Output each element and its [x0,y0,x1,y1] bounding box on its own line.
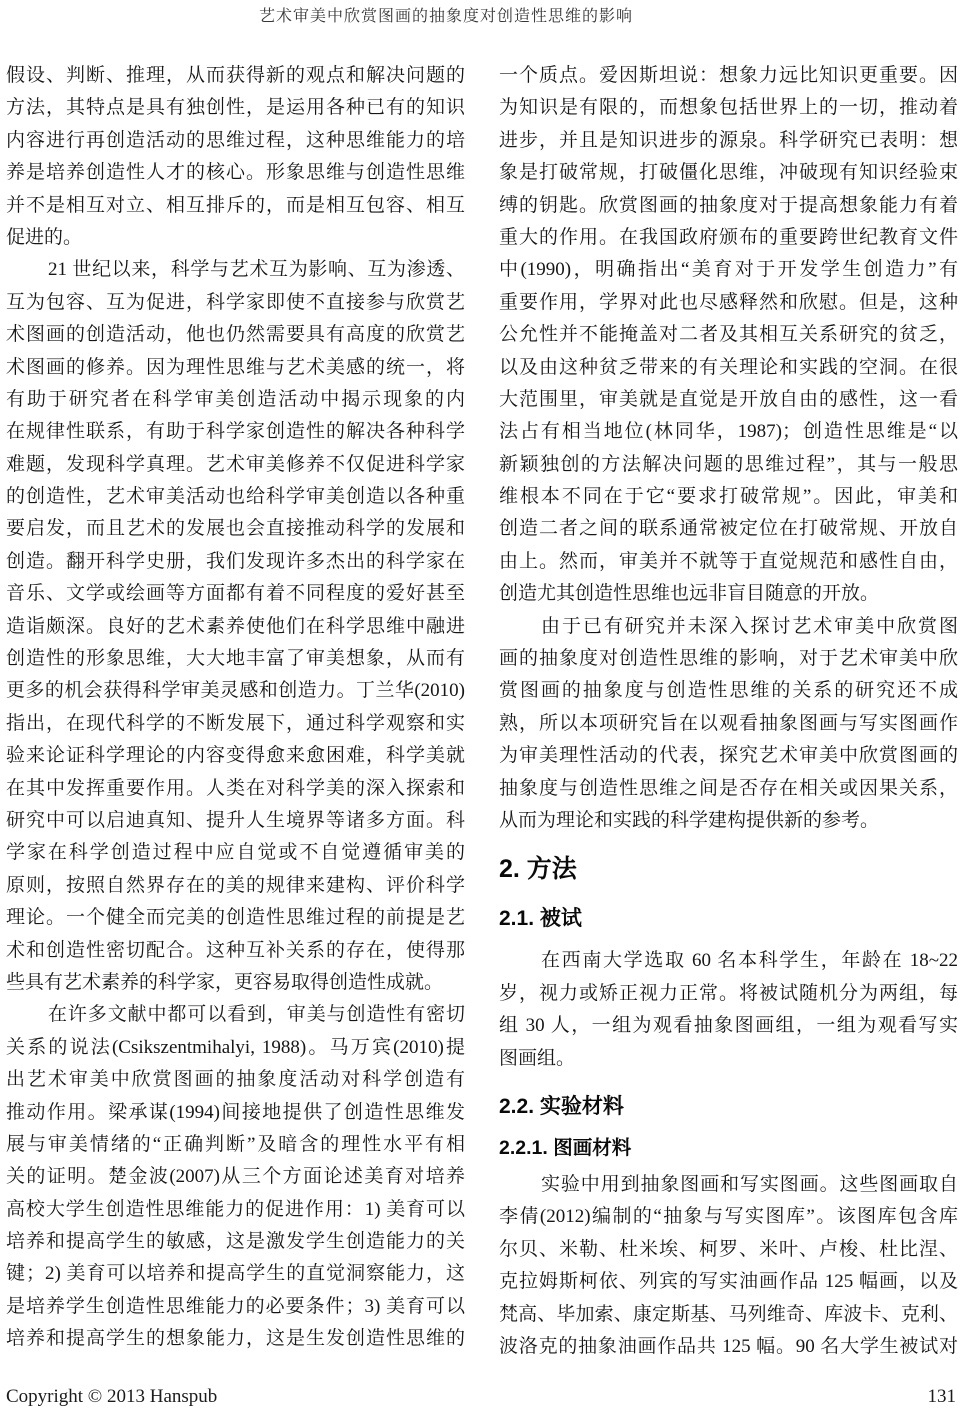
text-line: 创造。翻开科学史册，我们发现许多杰出的科学家在 [6,550,465,572]
text-line: 由于已有研究并未深入探讨艺术审美中欣赏图 [541,615,958,637]
section-heading: 2. 方法 [499,855,577,884]
text-line: 中(1990)，明确指出“美育对于开发学生创造力”有 [499,259,958,281]
text-line: 在西南大学选取 60 名本科学生，年龄在 18~22 [541,950,958,972]
two-column-body [6,60,958,1363]
text-line: 研究中可以启迪真知、提升人生境界等诸多方面。科 [6,809,465,831]
text-line: 键；2) 美育可以培养和提高学生的直觉洞察能力，这 [6,1263,465,1285]
text-line: 在其中发挥重要作用。人类在对科学美的深入探索和 [6,777,465,799]
text-line: 重大的作用。在我国政府颁布的重要跨世纪教育文件 [499,226,958,248]
running-head-title: 艺术审美中欣赏图画的抽象度对创造性思维的影响 [258,8,633,25]
text-line: 熟，所以本项研究旨在以观看抽象图画与写实图画作 [499,712,958,734]
text-line: 维根本不同在于它“要求打破常规”。因此，审美和 [499,486,958,508]
text-line: 波洛克的抽象油画作品共 125 幅。90 名大学生被试对 [499,1335,958,1357]
text-line: 造诣颇深。良好的艺术素养使他们在科学思维中融进 [6,615,465,637]
text-line: 出艺术审美中欣赏图画的抽象度活动对科学创造有 [6,1069,465,1091]
text-line: 法占有相当地位(林同华，1987)；创造性思维是“以 [499,421,958,443]
text-line: 术图画的创造活动，他也仍然需要具有高度的欣赏艺 [6,324,465,346]
text-line: 岁，视力或矫正视力正常。将被试随机分为两组，每 [499,982,958,1004]
section-heading: 2.1. 被试 [499,907,582,931]
text-line: 些具有艺术素养的科学家，更容易取得创造性成就。 [6,971,444,993]
text-line: 促进的。 [6,226,83,248]
text-line: 原则，按照自然界存在的美的规律来建构、评价科学 [6,874,465,896]
text-line: 由上。然而，审美并不就等于直觉规范和感性自由， [499,550,958,572]
text-line: 难题，发现科学真理。艺术审美修养不仅促进科学家 [6,453,465,475]
text-line: 从而为理论和实践的科学建构提供新的参考。 [499,809,880,831]
section-heading: 2.2. 实验材料 [499,1094,624,1118]
text-line: 抽象度与创造性思维之间是否存在相关或因果关系， [499,777,958,799]
text-line: 互为包容、互为促进，科学家即使不直接参与欣赏艺 [6,291,465,313]
text-line: 创造二者之间的联系通常被定位在打破常规、开放自 [499,518,958,540]
text-line: 内容进行再创造活动的思维过程，这种思维能力的培 [6,129,465,151]
section-heading: 2.2.1. 图画材料 [499,1136,632,1159]
text-line: 学家在科学创造过程中应自觉或不自觉遵循审美的 [6,842,465,864]
page-number: 131 [927,1386,956,1407]
copyright-text: Copyright © 2013 Hanspub [6,1386,218,1407]
text-line: 养是培养创造性人才的核心。形象思维与创造性思维 [6,162,465,184]
text-line: 的创造性，艺术审美活动也给科学审美创造以各种重 [6,486,465,508]
text-line: 培养和提高学生的敏感，这是激发学生创造能力的关 [6,1231,465,1253]
text-line: 组 30 人，一组为观看抽象图画组，一组为观看写实 [499,1015,958,1037]
text-line: 关的证明。楚金波(2007)从三个方面论述美育对培养 [6,1166,465,1188]
text-line: 画的抽象度对创造性思维的影响，对于艺术审美中欣 [499,648,958,670]
text-line: 培养和提高学生的想象能力，这是生发创造性思维的 [6,1328,465,1350]
text-line: 李倩(2012)编制的“抽象与写实图库”。该图库包含库 [499,1206,958,1228]
text-line: 大范围里，审美就是直觉是开放自由的感性，这一看 [499,388,958,410]
text-line: 音乐、文学或绘画等方面都有着不同程度的爱好甚至 [6,583,465,605]
text-line: 为审美理性活动的代表，探究艺术审美中欣赏图画的 [499,745,958,767]
text-line: 梵高、毕加索、康定斯基、马列维奇、库波卡、克利、 [499,1303,958,1325]
text-line: 理论。一个健全而完美的创造性思维过程的前提是艺 [6,907,465,929]
text-line: 缚的钥匙。欣赏图画的抽象度对于提高想象能力有着 [499,194,958,216]
text-line: 方法，其特点是具有独创性，是运用各种已有的知识 [6,97,465,119]
text-line: 尔贝、米勒、杜米埃、柯罗、米叶、卢梭、杜比涅、 [499,1238,958,1260]
text-line: 赏图画的抽象度与创造性思维的关系的研究还不成 [499,680,958,702]
text-line: 新颖独创的方法解决问题的思维过程”，其与一般思 [499,453,958,475]
text-line: 象是打破常规，打破僵化思维，冲破现有知识经验束 [499,162,958,184]
text-line: 以及由这种贫乏带来的有关理论和实践的空洞。在很 [499,356,958,378]
column-right [499,60,958,1363]
text-line: 高校大学生创造性思维能力的促进作用：1) 美育可以 [6,1198,465,1220]
text-line: 公允性并不能掩盖对二者及其相互关系研究的贫乏， [499,324,958,346]
text-line: 术图画的修养。因为理性思维与艺术美感的统一，将 [6,356,465,378]
text-line: 指出，在现代科学的不断发展下，通过科学观察和实 [6,712,465,734]
text-line: 验来论证科学理论的内容变得愈来愈困难，科学美就 [6,745,465,767]
text-line: 实验中用到抽象图画和写实图画。这些图画取自 [541,1173,958,1195]
text-line: 一个质点。爱因斯坦说：想象力远比知识更重要。因 [499,65,958,86]
text-line: 为知识是有限的，而想象包括世界上的一切，推动着 [499,97,958,119]
text-line: 并不是相互对立、相互排斥的，而是相互包容、相互 [6,194,465,216]
text-line: 进步，并且是知识进步的源泉。科学研究已表明：想 [499,129,958,151]
page-footer [6,1385,956,1409]
text-line: 推动作用。梁承谋(1994)间接地提供了创造性思维发 [6,1101,465,1123]
text-line: 展与审美情绪的“正确判断”及暗含的理性水平有相 [6,1133,465,1155]
text-line: 术和创造性密切配合。这种互补关系的存在，使得那 [6,939,465,961]
text-line: 要启发，而且艺术的发展也会直接推动科学的发展和 [6,518,465,540]
text-line: 图画组。 [499,1047,576,1069]
text-line: 创造性的形象思维，大大地丰富了审美想象，从而有 [6,648,465,670]
text-line: 是培养学生创造性思维能力的必要条件；3) 美育可以 [6,1295,465,1317]
text-line: 克拉姆斯柯依、列宾的写实油画作品 125 幅画，以及 [499,1271,958,1293]
text-line: 创造尤其创造性思维也远非盲目随意的开放。 [499,583,880,605]
text-line: 重要作用，学界对此也尽感释然和欣慰。但是，这种 [499,291,958,313]
text-line: 在许多文献中都可以看到，审美与创造性有密切 [48,1004,465,1026]
text-line: 更多的机会获得科学审美灵感和创造力。丁兰华(2010) [6,680,465,702]
text-line: 在规律性联系，有助于科学家创造性的解决各种科学 [6,421,465,443]
text-line: 关系的说法(Csikszentmihalyi, 1988)。马万宾(2010)提 [6,1036,465,1058]
column-left [6,60,465,1363]
text-line: 假设、判断、推理，从而获得新的观点和解决问题的 [6,65,465,86]
text-line: 21 世纪以来，科学与艺术互为影响、互为渗透、 [48,259,465,281]
text-line: 有助于研究者在科学审美创造活动中揭示现象的内 [6,388,465,410]
